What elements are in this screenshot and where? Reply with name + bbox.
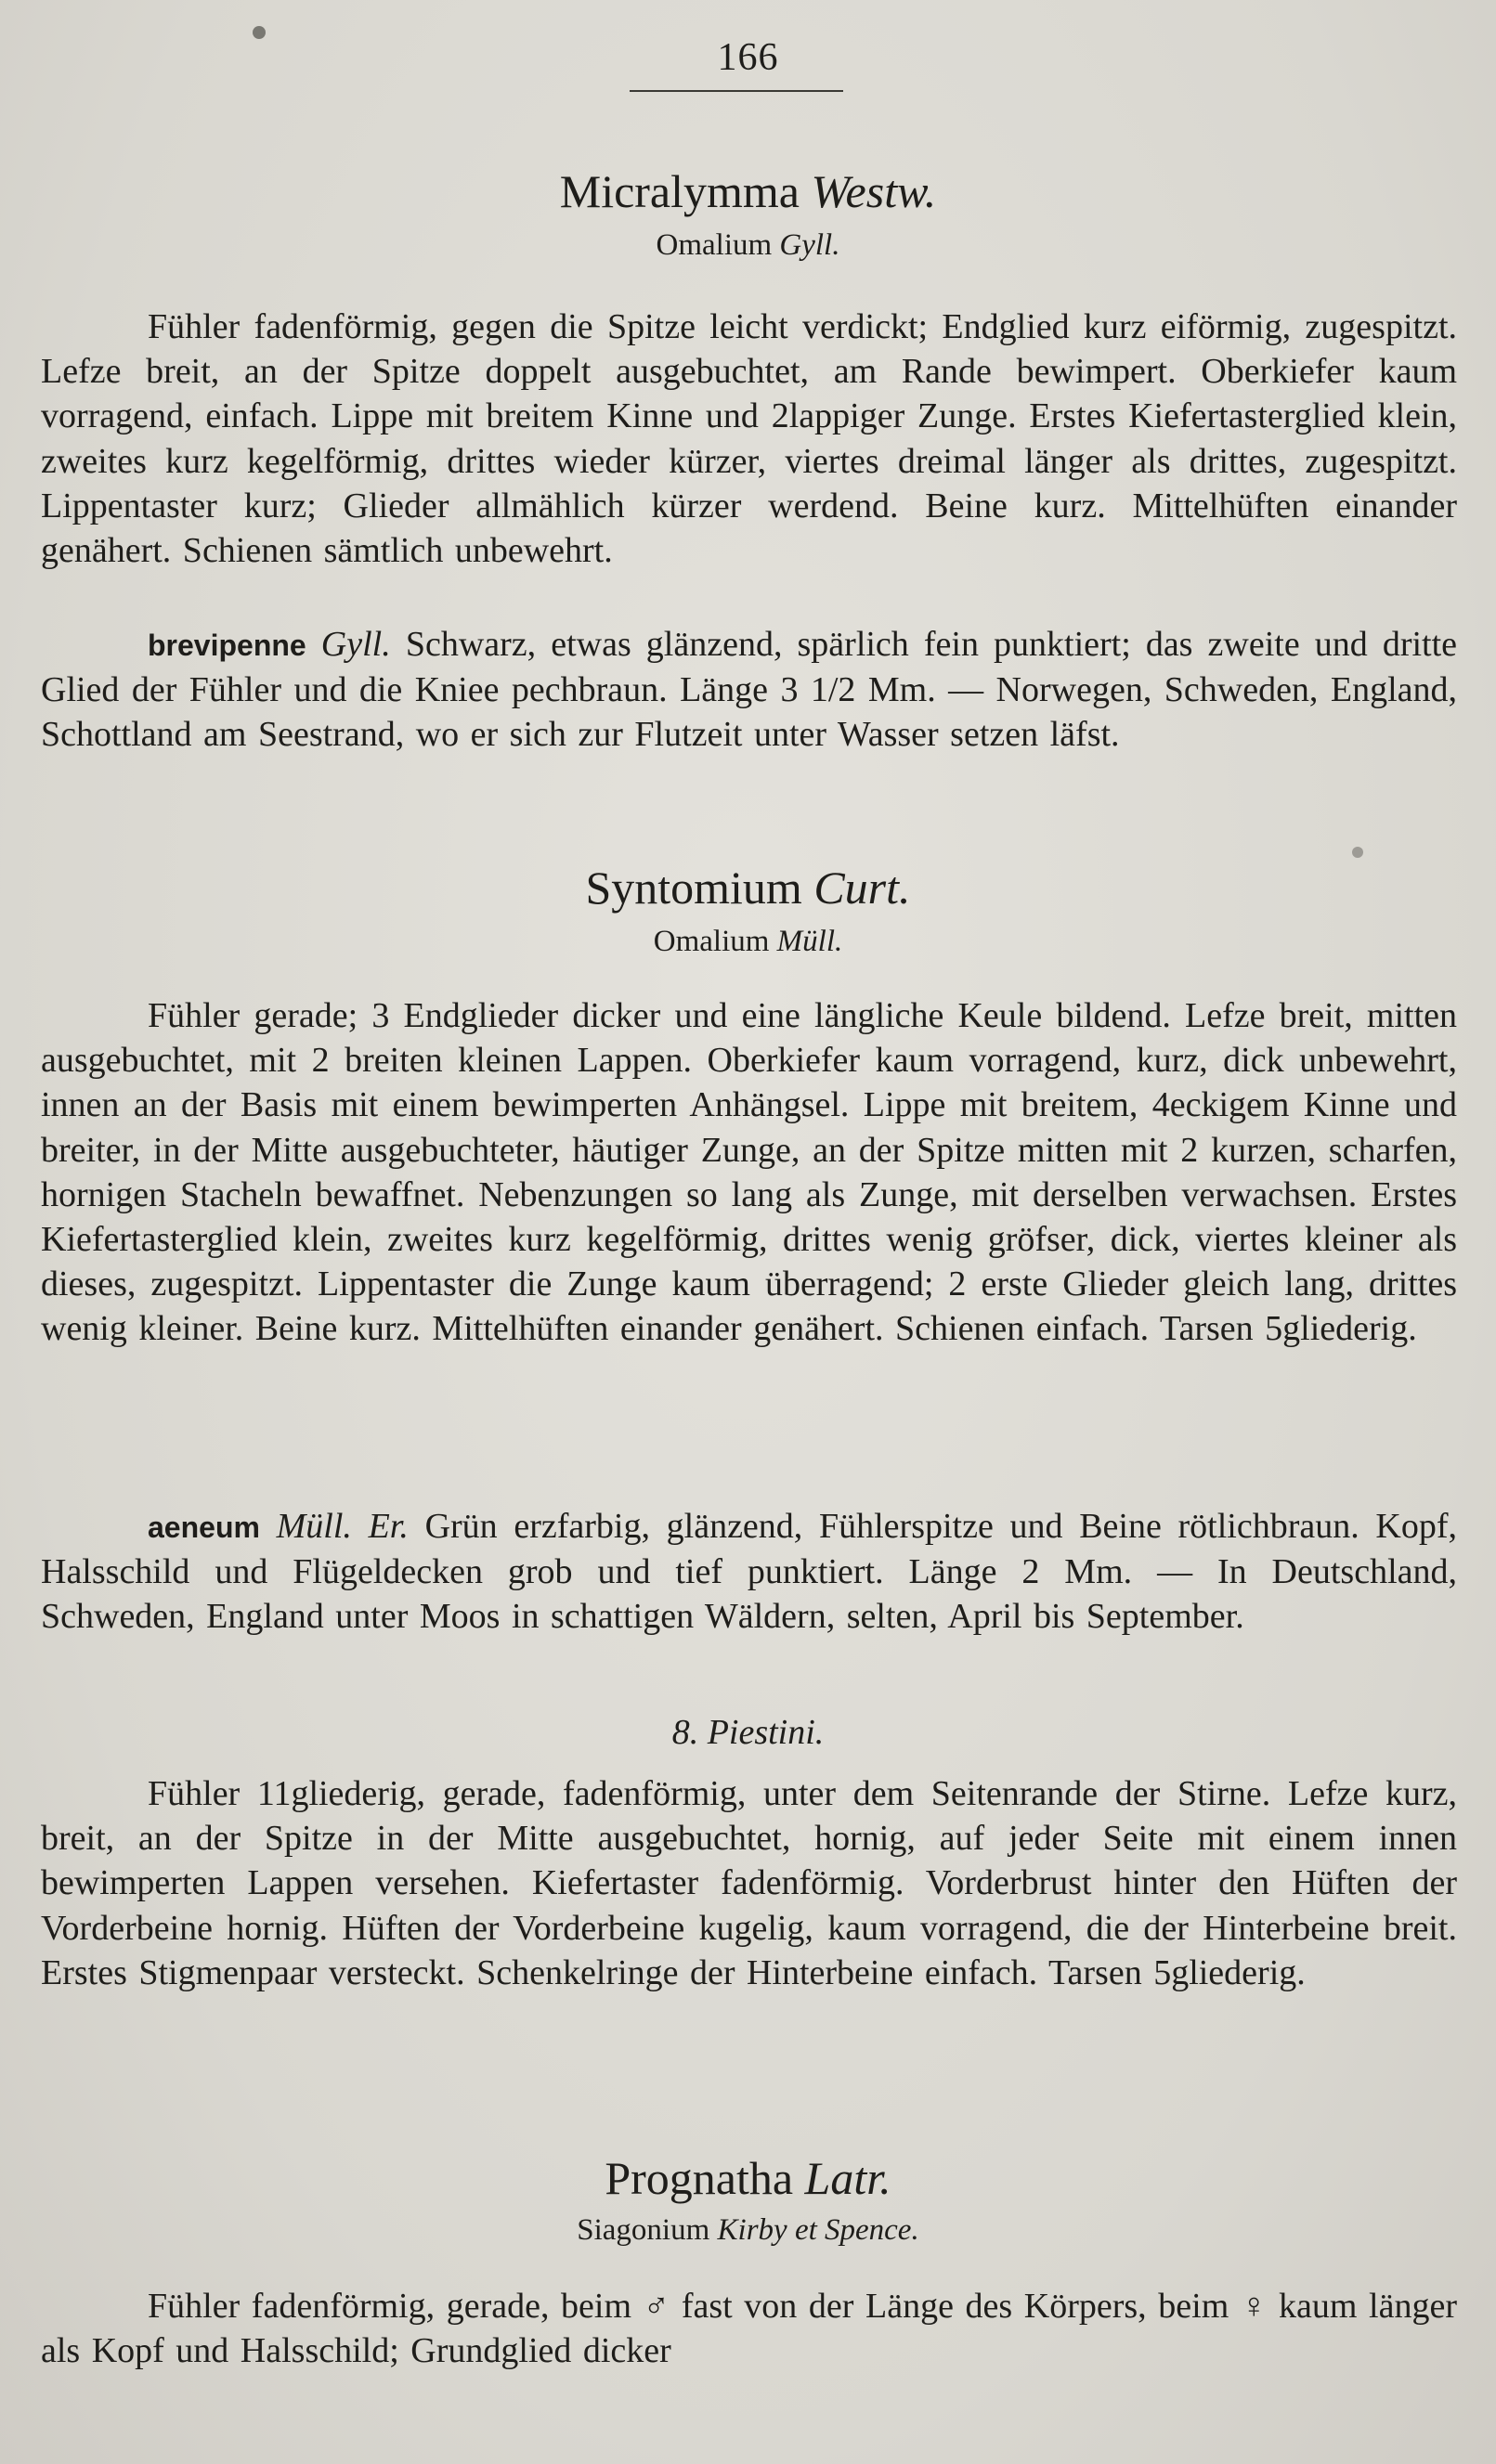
synonym-syntomium (0, 923, 1496, 960)
genus-author: Latr. (804, 2152, 891, 2204)
genus-name: Micralymma (559, 165, 800, 217)
header-rule (630, 90, 843, 92)
genus-heading-micralymma (0, 165, 1496, 217)
species-author: Gyll. (320, 625, 391, 664)
tribe-heading-piestini: 8. Piestini. (671, 1713, 825, 1752)
genus-author: Curt. (813, 862, 911, 914)
synonym-prognatha (0, 2211, 1496, 2249)
synonym-micralymma (0, 227, 1496, 264)
ink-speck (1352, 847, 1363, 858)
ink-speck (253, 26, 266, 39)
page-number: 166 (717, 36, 779, 79)
species-name: brevipenne (148, 629, 306, 662)
synonym-name: Omalium (656, 228, 773, 262)
species-author: Müll. Er. (276, 1507, 409, 1546)
genus-heading-prognatha (0, 2152, 1496, 2204)
description-micralymma: Fühler fadenförmig, gegen die Spitze leicht verdickt; Endglied kurz eiförmig, zugespitzt. Lefze breit, an der Spitze doppelt ausgebuchtet, am Rande bewimpert. Oberkiefer kaum vorragend, einfach. Lippe mit breitem Kinne und 2lappiger Zunge. Erstes Kiefertasterglied klein, zweites kurz kegelförmig, drittes wieder kürzer, viertes dreimal länger als drittes, zugespitzt. Lippentaster kurz; Glieder allmählich kürzer werdend. Beine kurz. Mittelhüften einander genähert. Schienen sämtlich unbewehrt. (41, 307, 1457, 571)
species-text: Schwarz, etwas glänzend, spärlich fein punktiert; das zweite und dritte Glied der Fühler und die Kniee pechbraun. Länge 3 1/2 Mm. — Norwegen, Schweden, England, Schottland am Seestrand, wo er sich zur Flutzeit unter Wasser setzen läfst. (41, 625, 1458, 755)
synonym-author: Kirby et Spence. (717, 2213, 919, 2247)
species-name: aeneum (148, 1511, 260, 1544)
genus-name: Prognatha (605, 2152, 794, 2204)
synonym-name: Siagonium (577, 2213, 710, 2247)
description-prognatha: Fühler fadenförmig, gerade, beim ♂ fast von der Länge des Körpers, beim ♀ kaum länger als Kopf und Halsschild; Grundglied dicker (41, 2287, 1457, 2371)
genus-heading-syntomium (0, 862, 1496, 914)
genus-name: Syntomium (585, 862, 802, 914)
synonym-name: Omalium (653, 925, 770, 958)
species-text: Grün erzfarbig, glänzend, Fühlerspitze und Beine rötlichbraun. Kopf, Halsschild und Flügeldecken grob und tief punktiert. Länge 2 Mm. — In Deutschland, Schweden, England unter Moos in schattigen Wäldern, selten, April bis September. (41, 1507, 1458, 1637)
genus-author: Westw. (811, 165, 937, 217)
description-piestini: Fühler 11gliederig, gerade, fadenförmig, unter dem Seitenrande der Stirne. Lefze kurz, breit, an der Spitze in der Mitte ausgebuchtet, hornig, auf jeder Seite mit einem innen bewimperten Lappen versehen. Kiefertaster fadenförmig. Vorderbrust hinter den Hüften der Vorderbeine hornig. Hüften der Vorderbeine kugelig, kaum vorragend, die der Hinterbeine breit. Erstes Stigmenpaar versteckt. Schenkelringe der Hinterbeine einfach. Tarsen 5gliederig. (41, 1774, 1457, 1992)
synonym-author: Gyll. (779, 228, 840, 262)
description-syntomium: Fühler gerade; 3 Endglieder dicker und eine längliche Keule bildend. Lefze breit, mitten ausgebuchtet, mit 2 breiten kleinen Lappen. Oberkiefer kaum vorragend, kurz, dick unbewehrt, innen an der Basis mit einem bewimperten Anhängsel. Lippe mit breitem, 4eckigem Kinne und breiter, in der Mitte ausgebuchteter, häutiger Zunge, an der Spitze mitten mit 2 kurzen, scharfen, hornigen Stacheln bewaffnet. Nebenzungen so lang als Zunge, mit derselben verwachsen. Erstes Kiefertasterglied klein, zweites kurz kegelförmig, drittes wenig gröfser, dick, viertes kleiner als dieses, zugespitzt. Lippentaster die Zunge kaum überragend; 2 erste Glieder gleich lang, drittes wenig kleiner. Beine kurz. Mittelhüften einander genähert. Schienen einfach. Tarsen 5gliederig. (41, 996, 1457, 1349)
species-entry-aeneum (41, 1504, 1457, 1640)
species-entry-brevipenne (41, 622, 1457, 758)
synonym-author: Müll. (776, 925, 843, 958)
